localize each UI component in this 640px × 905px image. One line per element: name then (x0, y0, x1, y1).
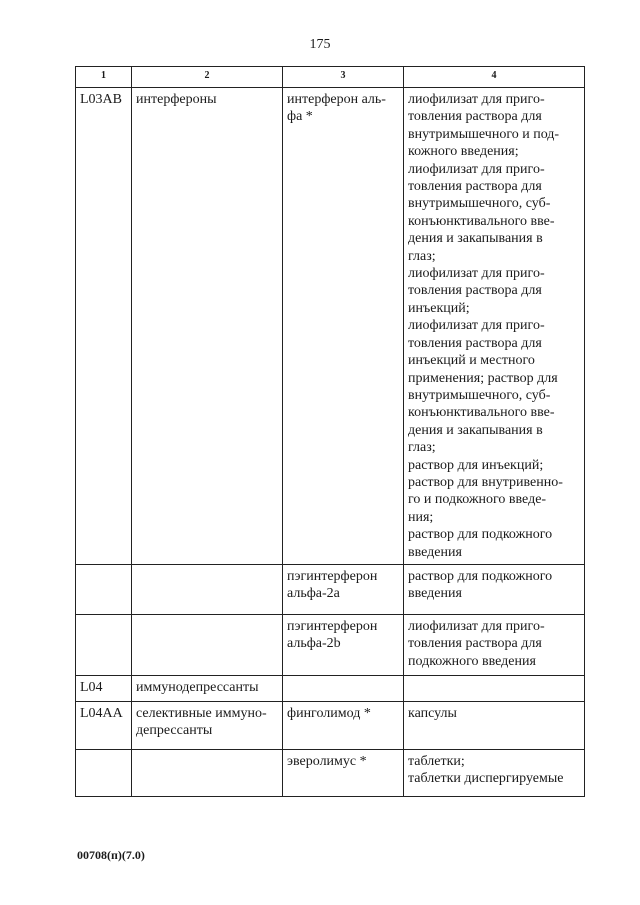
cell-text-line: раствор для подкожного (408, 568, 553, 584)
column-header-1: 1 (76, 67, 132, 88)
cell-text-line: селективные иммуно- (136, 705, 267, 721)
cell-text-line: глаз; (408, 248, 436, 264)
table-row (76, 749, 585, 796)
cell-text-line: конъюнктивального вве- (408, 213, 555, 229)
cell-text-line: внутримышечного, суб- (408, 196, 551, 212)
group-name-cell (132, 614, 283, 675)
atc-code-cell (76, 564, 132, 614)
page-number: 175 (309, 37, 331, 52)
cell-text-line: интерферон аль- (287, 92, 386, 107)
cell-text-line: депрессанты (136, 723, 213, 739)
cell-text-line: раствор для подкожного (408, 527, 553, 543)
table-row (76, 564, 585, 614)
atc-code-cell (76, 749, 132, 796)
cell-text-line: товления раствора для (408, 179, 542, 195)
cell-text-line: глаз; (408, 440, 436, 456)
substance-cell (283, 88, 404, 565)
cell-text-line: подкожного введения (408, 653, 536, 669)
cell-text-line: раствор для инъекций; (408, 457, 544, 473)
group-name-cell (132, 564, 283, 614)
substance-cell (283, 564, 404, 614)
cell-text-line: товления раствора для (408, 109, 542, 125)
cell-text-line: интерфероны (136, 92, 217, 107)
dosage-forms-cell (404, 564, 585, 614)
dosage-forms-cell (404, 675, 585, 701)
cell-text-line: кожного введения; (408, 144, 519, 160)
cell-text-line: ния; (408, 509, 434, 525)
cell-text-line: таблетки; (408, 753, 465, 769)
substance-cell (283, 701, 404, 749)
cell-text-line: фа * (287, 109, 313, 125)
document-code: 00708(п)(7.0) (77, 848, 145, 862)
atc-code-cell: L04 (76, 675, 132, 701)
cell-text-line: иммунодепрессанты (136, 679, 259, 695)
cell-text-line: эверолимус * (287, 753, 367, 769)
cell-text-line: лиофилизат для приго- (408, 161, 545, 177)
cell-text-line: альфа-2b (287, 636, 341, 652)
cell-text-line: товления раствора для (408, 335, 542, 351)
cell-text-line: лиофилизат для приго- (408, 618, 545, 634)
column-header-4: 4 (404, 67, 585, 88)
table-row (76, 88, 585, 565)
group-name-cell (132, 675, 283, 701)
table-row (76, 701, 585, 749)
cell-text-line: альфа-2а (287, 586, 340, 602)
substance-cell (283, 614, 404, 675)
cell-text-line: лиофилизат для приго- (408, 318, 545, 334)
table-header-row (76, 67, 585, 88)
atc-code-cell: L04AA (76, 701, 132, 749)
cell-text-line: применения; раствор для (408, 370, 558, 386)
table-body (76, 88, 585, 797)
substance-cell (283, 675, 404, 701)
table-row (76, 614, 585, 675)
group-name-cell (132, 749, 283, 796)
cell-text-line: лиофилизат для приго- (408, 92, 545, 107)
table-row (76, 675, 585, 701)
cell-text-line: пэгинтерферон (287, 568, 378, 584)
dosage-forms-cell (404, 749, 585, 796)
cell-text-line: товления раствора для (408, 283, 542, 299)
cell-text-line: лиофилизат для приго- (408, 266, 545, 282)
cell-text-line: финголимод * (287, 705, 371, 721)
cell-text-line: инъекций; (408, 300, 470, 316)
cell-text-line: капсулы (408, 705, 457, 721)
group-name-cell (132, 88, 283, 565)
group-name-cell (132, 701, 283, 749)
cell-text-line: введения (408, 544, 462, 560)
dosage-forms-cell (404, 614, 585, 675)
drug-table (75, 66, 585, 797)
cell-text-line: таблетки диспергируемые (408, 771, 564, 787)
column-header-2: 2 (132, 67, 283, 88)
dosage-forms-cell (404, 701, 585, 749)
cell-text-line: дения и закапывания в (408, 231, 543, 247)
cell-text-line: дения и закапывания в (408, 422, 543, 438)
atc-code-cell: L03AB (76, 88, 132, 565)
cell-text-line: товления раствора для (408, 636, 542, 652)
cell-text-line: инъекций и местного (408, 353, 535, 369)
column-header-3: 3 (283, 67, 404, 88)
dosage-forms-cell (404, 88, 585, 565)
cell-text-line: внутримышечного и под- (408, 126, 560, 142)
cell-text-line: раствор для внутривенно- (408, 474, 563, 490)
cell-text-line: внутримышечного, суб- (408, 387, 551, 403)
cell-text-line: конъюнктивального вве- (408, 405, 555, 421)
substance-cell (283, 749, 404, 796)
cell-text-line: пэгинтерферон (287, 618, 378, 634)
cell-text-line: го и подкожного введе- (408, 492, 547, 508)
atc-code-cell (76, 614, 132, 675)
cell-text-line: введения (408, 586, 462, 602)
